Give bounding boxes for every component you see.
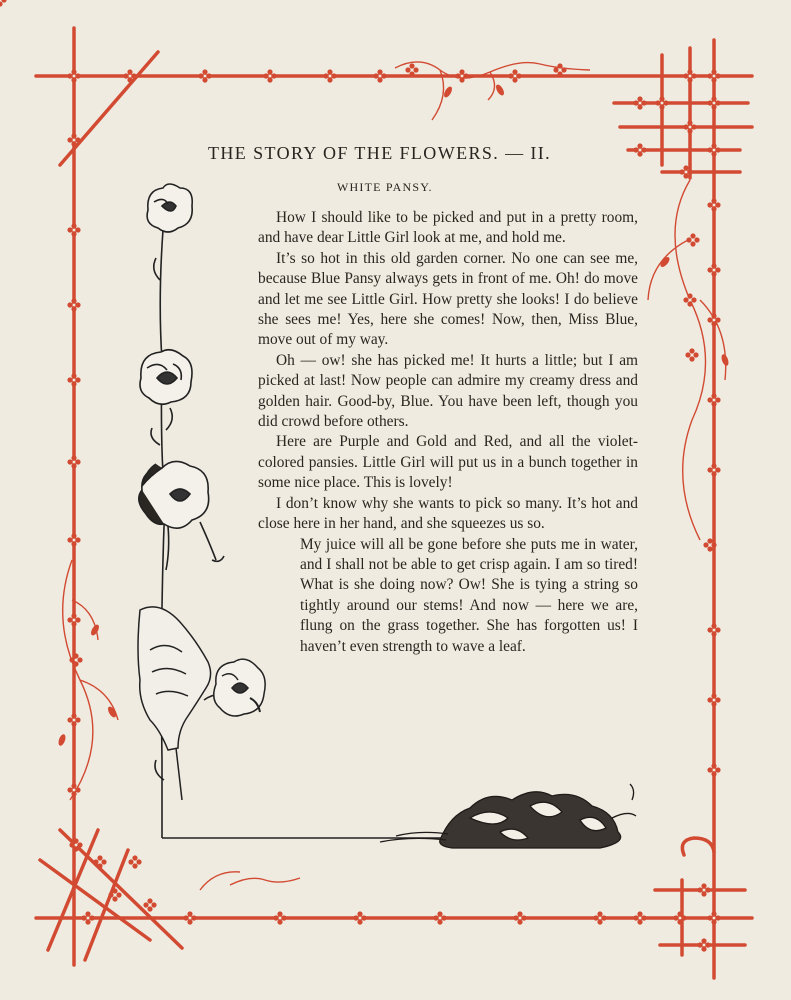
page-title: THE STORY OF THE FLOWERS. — II. [208, 143, 552, 163]
paragraph: Here are Purple and Gold and Red, and all the violet-colored pansies. Little Girl will put us in a bunch together in some nice place. This is lovely! [258, 433, 638, 492]
story-subtitle: WHITE PANSY. [337, 180, 433, 194]
story-text [258, 208, 638, 657]
paragraph: Oh — ow! she has picked me! It hurts a little; but I am picked at last! Now people can admire my creamy dress and golden hair. Good-by, Blue. You have been left, though you did crowd before others. [258, 351, 638, 431]
paragraph: How I should like to be picked and put in a pretty room, and have dear Little Girl look at me, and hold me. [258, 209, 638, 247]
last-paragraph: My juice will all be gone before she puts me in water, and I shall not be able to get crisp again. I am so tired! What is she doing now? Ow! She is tying a string so tightly around our stems! And now — here we are, flung on the grass together. She has forgotten us! I haven’t even strength to wave a leaf. [300, 535, 638, 655]
paragraph: It’s so hot in this old garden corner. No one can see me, because Blue Pansy always gets in front of me. Oh! do move and let me see Little Girl. How pretty she looks! I do believe she sees me! Yes, here she comes! Now, then, Miss Blue, move out of my way. [258, 249, 638, 349]
paragraph: I don’t know why she wants to pick so many. It’s hot and close here in her hand, and she squeezes us so. [258, 494, 638, 533]
